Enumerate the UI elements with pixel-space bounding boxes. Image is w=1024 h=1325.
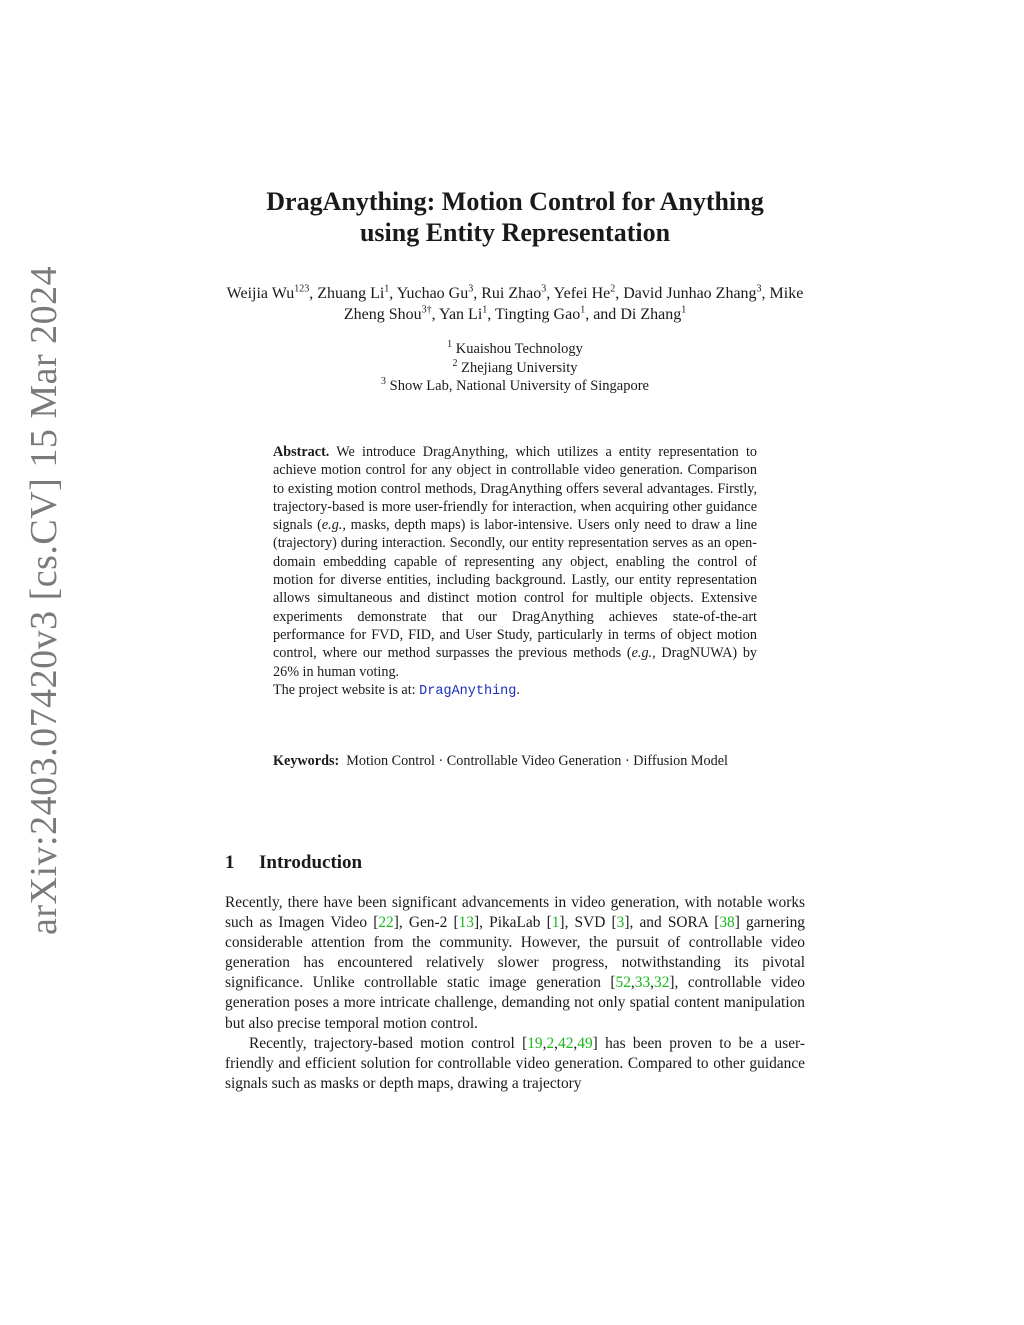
section-title: Introduction: [259, 852, 363, 873]
affiliation: [225, 340, 805, 359]
citation[interactable]: [52,33,32]: [610, 974, 675, 992]
body-text-run: , Gen-2: [398, 914, 454, 932]
author-name: Yefei He: [553, 285, 611, 302]
affiliation: [225, 359, 805, 378]
abstract-eg-1: e.g.,: [321, 517, 346, 534]
author-affiliation-mark: 3†: [421, 304, 432, 316]
author-name: Di Zhang: [620, 306, 682, 323]
citation[interactable]: [13]: [453, 914, 480, 932]
citation[interactable]: [3]: [611, 914, 630, 932]
body-text-run: garnering considerable attention from the community. However, the pursuit of controllable video generation has encountered relatively slower progress, notwithstanding its pivotal significance. Unlike controllable static image generation: [225, 914, 805, 992]
arxiv-identifier: arXiv:2403.07420v3 [cs.CV] 15 Mar 2024: [23, 265, 65, 935]
abstract-text-2: masks, depth maps) is labor-intensive. Users only need to draw a line (trajectory) during interaction. Secondly, our entity representation serves as an open-domain embedding capable of representing any object, enabling the control of motion for diverse entities, including background. Lastly, our entity representation allows simultaneous and distinct motion control for multiple objects. Extensive experiments demonstrate that our DragAnything achieves state-of-the-art performance for FVD, FID, and User Study, particularly in terms of object motion control, where our method surpasses the previous methods (: [273, 517, 757, 662]
author-name: David Junhao Zhang: [623, 285, 757, 302]
author-separator: ,: [431, 306, 439, 323]
keywords-label: Keywords:: [273, 753, 340, 769]
author-affiliation-mark: 3: [541, 283, 547, 295]
citation-link[interactable]: 49: [577, 1034, 593, 1052]
affiliation-number: 1: [447, 339, 453, 351]
affiliation: [225, 377, 805, 396]
citation-link[interactable]: 19: [527, 1034, 543, 1052]
citation-link[interactable]: 1: [551, 914, 560, 932]
body-text-run: has been proven to be a user-friendly and efficient solution for controllable video generation. Compared to other guidance signals such as masks or depth maps, drawing a trajectory: [225, 1034, 805, 1092]
author-affiliation-mark: 3: [756, 283, 762, 295]
abstract-label: Abstract.: [273, 444, 330, 460]
abstract: [273, 443, 757, 701]
author-separator: ,: [615, 285, 624, 302]
citation[interactable]: [1]: [546, 914, 565, 932]
author-separator: ,: [761, 285, 770, 302]
citation[interactable]: [38]: [714, 914, 740, 932]
citation[interactable]: [19,2,42,49]: [522, 1034, 598, 1052]
citation-link[interactable]: 2: [546, 1034, 555, 1052]
abstract-text-3: DragNUWA) by 26% in human voting.: [273, 645, 758, 680]
citation-link[interactable]: 42: [558, 1034, 574, 1052]
title-line-2: using Entity Representation: [359, 218, 671, 247]
author-separator: ,: [309, 285, 318, 302]
affiliation-name: Show Lab, National University of Singapore: [386, 378, 649, 394]
author-separator: ,: [546, 285, 554, 302]
section-number: 1: [225, 852, 235, 873]
introduction-body: [225, 893, 805, 1094]
project-website-link[interactable]: DragAnything: [419, 683, 517, 699]
body-text-run: , PikaLab: [479, 914, 547, 932]
affiliation-number: 3: [381, 376, 387, 388]
author-name: Tingting Gao: [495, 306, 581, 323]
section-heading: [225, 851, 805, 875]
affiliation-name: Kuaishou Technology: [452, 341, 583, 357]
affiliation-number: 2: [452, 357, 458, 369]
author-separator: ,: [389, 285, 397, 302]
website-prefix: The project website is at:: [273, 681, 420, 698]
author-name: Rui Zhao: [481, 285, 542, 302]
keywords-text: Motion Control · Controllable Video Generation · Diffusion Model: [346, 753, 728, 769]
author-separator: , and: [585, 306, 621, 323]
author-list: [225, 283, 805, 325]
body-text-run: Recently, trajectory-based motion control: [249, 1034, 523, 1052]
citation-link[interactable]: 52: [615, 974, 631, 992]
intro-paragraph-1: [225, 893, 805, 1034]
keywords: [273, 752, 757, 771]
author-name: Weijia Wu: [226, 285, 295, 302]
citation-link[interactable]: 13: [458, 914, 474, 932]
author-affiliation-mark: 1: [580, 304, 586, 316]
affiliation-name: Zhejiang University: [457, 359, 578, 376]
abstract-eg-2: e.g.,: [631, 645, 656, 662]
author-name: Yuchao Gu: [396, 285, 469, 302]
author-affiliation-mark: 1: [681, 304, 687, 316]
citation-link[interactable]: 3: [616, 914, 625, 932]
author-name: Yan Li: [439, 306, 483, 323]
author-affiliation-mark: 1: [482, 304, 488, 316]
author-affiliation-mark: 3: [468, 283, 474, 295]
body-text-run: Recently, there have been significant advancements in video generation, with notable works such as Imagen Video: [225, 894, 805, 932]
citation-link[interactable]: 22: [378, 914, 394, 932]
abstract-text: We introduce DragAnything, which utilizes a entity representation to achieve motion control for any object in controllable video generation. Comparison to existing motion control methods, DragAnything offers several advantages. Firstly, trajectory-based is more user-friendly for interaction, when acquiring other guidance signals (: [273, 444, 757, 534]
citation[interactable]: [22]: [373, 914, 399, 932]
author-separator: ,: [487, 306, 495, 323]
author-affiliation-mark: 1: [384, 283, 390, 295]
author-separator: ,: [473, 285, 482, 302]
citation-link[interactable]: 38: [719, 914, 735, 932]
intro-paragraph-2: [225, 1034, 805, 1094]
body-text-run: , and SORA: [629, 914, 715, 932]
title-line-1: DragAnything: Motion Control for Anything: [266, 187, 764, 216]
author-name: Zhuang Li: [317, 285, 385, 302]
citation-link[interactable]: 32: [654, 974, 670, 992]
website-suffix: .: [516, 681, 520, 698]
body-text-run: , SVD: [564, 914, 612, 932]
affiliation-list: [225, 340, 805, 396]
body-text-run: , controllable video generation poses a more intricate challenge, demanding not only spatial content manipulation but also precise temporal motion control.: [225, 974, 806, 1032]
author-name: Mike Zheng Shou: [343, 285, 804, 323]
paper-title: [225, 186, 805, 248]
author-affiliation-mark: 2: [610, 283, 616, 295]
author-affiliation-mark: 123: [294, 283, 310, 295]
citation-link[interactable]: 33: [634, 974, 651, 992]
